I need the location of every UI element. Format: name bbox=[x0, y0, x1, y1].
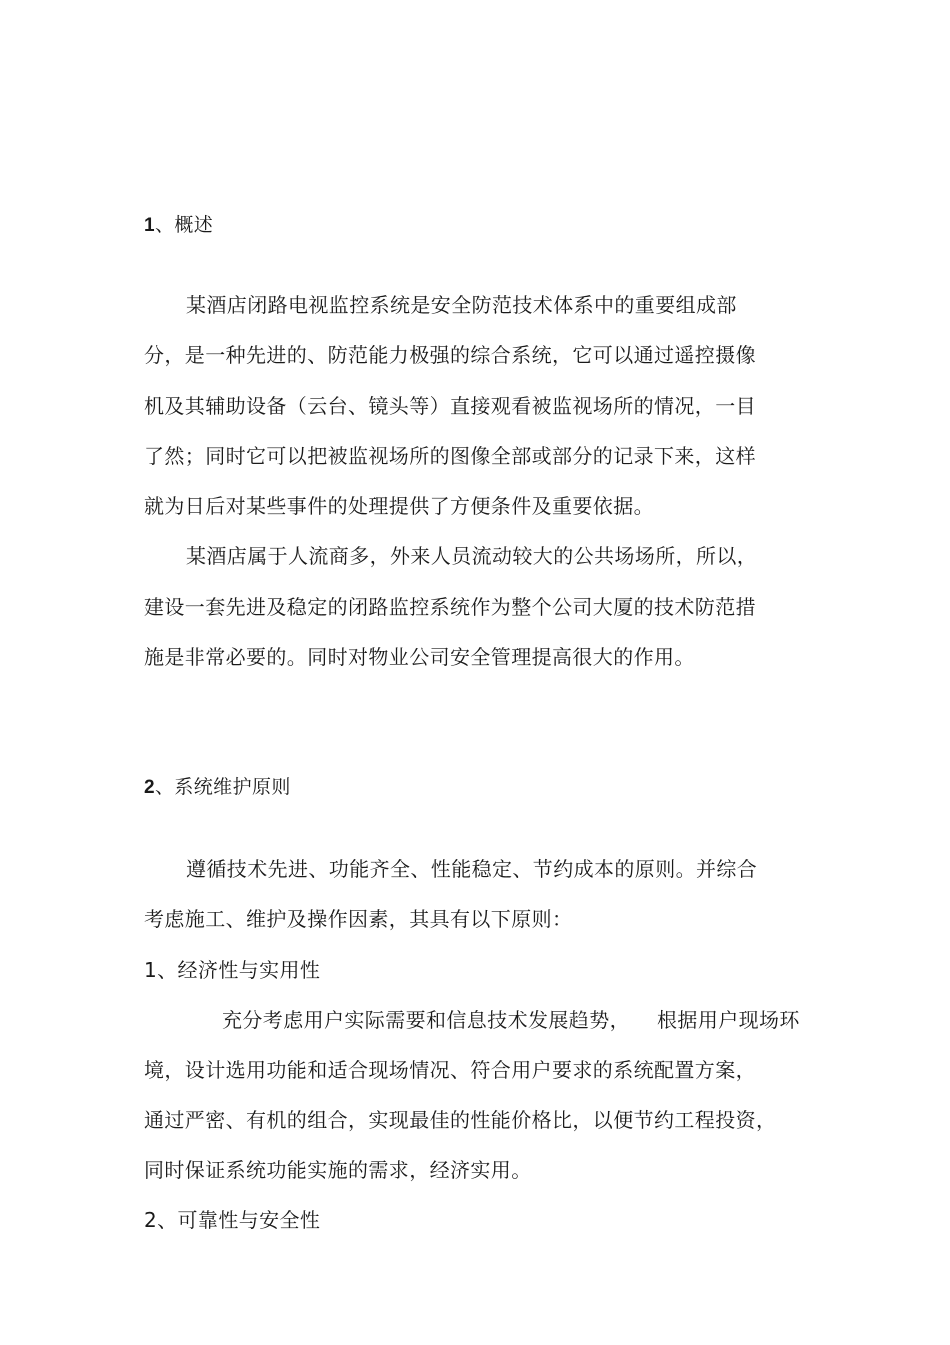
paragraph-line: 充分考虑用户实际需要和信息技术发展趋势， 根据用户现场环 bbox=[222, 1008, 800, 1032]
paragraph-line: 遵循技术先进、功能齐全、性能稳定、节约成本的原则。并综合 bbox=[186, 857, 758, 881]
subsection-1-title: 1、经济性与实用性 bbox=[144, 958, 321, 982]
paragraph-line: 分，是一种先进的、防范能力极强的综合系统，它可以通过遥控摄像 bbox=[144, 343, 756, 367]
paragraph-line: 某酒店属于人流商多，外来人员流动较大的公共场场所，所以， bbox=[186, 544, 758, 568]
subsection-2-title: 2、可靠性与安全性 bbox=[144, 1208, 321, 1232]
section-1-number: 1 bbox=[144, 215, 155, 236]
paragraph-line: 机及其辅助设备（云台、镜头等）直接观看被监视场所的情况，一目 bbox=[144, 394, 756, 418]
section-2-number: 2 bbox=[144, 777, 155, 798]
paragraph-line: 通过严密、有机的组合，实现最佳的性能价格比，以便节约工程投资， bbox=[144, 1108, 777, 1132]
section-2-heading bbox=[144, 774, 291, 801]
paragraph-line: 了然；同时它可以把被监视场所的图像全部或部分的记录下来，这样 bbox=[144, 444, 756, 468]
paragraph-line: 建设一套先进及稳定的闭路监控系统作为整个公司大厦的技术防范措 bbox=[144, 595, 756, 619]
paragraph-line: 考虑施工、维护及操作因素，其具有以下原则： bbox=[144, 907, 573, 931]
paragraph-line: 境，设计选用功能和适合现场情况、符合用户要求的系统配置方案， bbox=[144, 1058, 756, 1082]
section-1-heading bbox=[144, 212, 213, 239]
section-1-title: 、概述 bbox=[154, 214, 214, 236]
paragraph-line: 就为日后对某些事件的处理提供了方便条件及重要依据。 bbox=[144, 494, 654, 518]
section-2-title: 、系统维护原则 bbox=[154, 776, 291, 798]
paragraph-line: 同时保证系统功能实施的需求，经济实用。 bbox=[144, 1158, 532, 1182]
paragraph-line: 施是非常必要的。同时对物业公司安全管理提高很大的作用。 bbox=[144, 645, 695, 669]
paragraph-line: 某酒店闭路电视监控系统是安全防范技术体系中的重要组成部 bbox=[186, 293, 737, 317]
